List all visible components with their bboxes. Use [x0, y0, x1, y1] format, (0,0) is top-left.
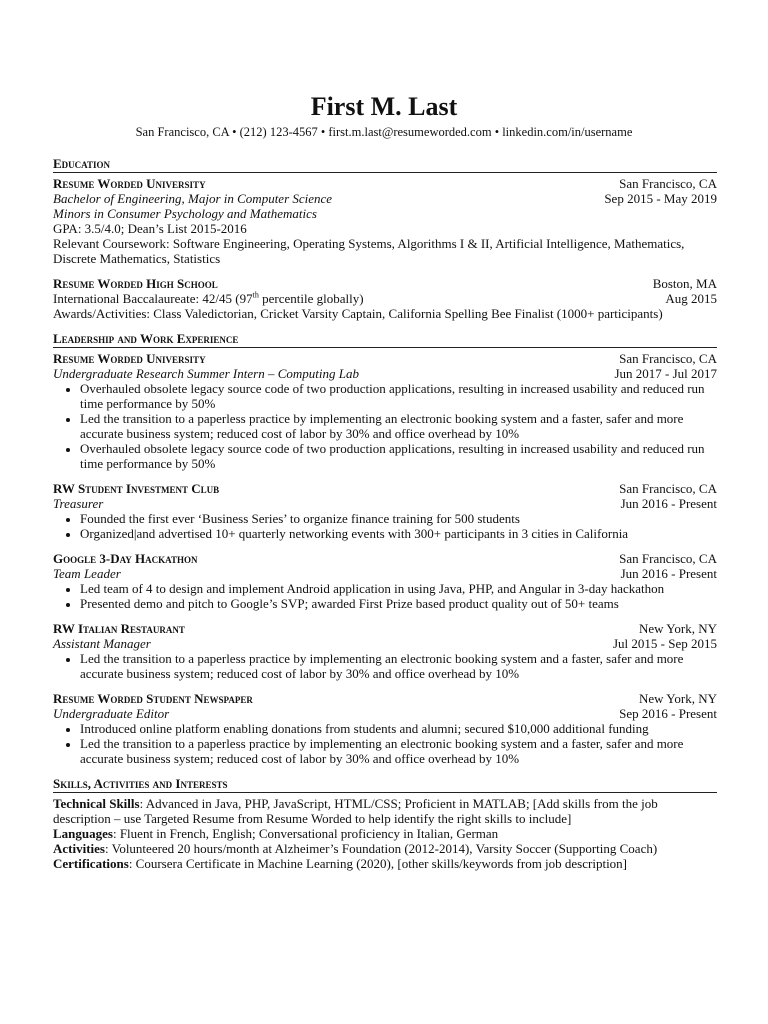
- degree: Bachelor of Engineering, Major in Computer Science: [53, 191, 333, 206]
- experience-entry: [53, 481, 717, 541]
- experience-location: New York, NY: [638, 621, 717, 636]
- resume-body: [53, 150, 717, 871]
- languages-text: : Fluent in French, English; Conversational proficiency in Italian, German: [112, 826, 499, 841]
- experience-org: RW Student Investment Club: [53, 481, 220, 496]
- experience-bullets: [53, 651, 717, 681]
- skills-heading: Skills, Activities and Interests: [53, 776, 717, 793]
- technical-skills: [53, 796, 717, 826]
- experience-org: Google 3-Day Hackathon: [53, 551, 198, 566]
- university-location: San Francisco, CA: [619, 176, 717, 191]
- skills-section: [53, 796, 717, 871]
- university-dates: Sep 2015 - May 2019: [604, 191, 717, 206]
- university-name: Resume Worded University: [53, 176, 206, 191]
- experience-role: Treasurer: [53, 496, 104, 511]
- experience-role: Undergraduate Editor: [53, 706, 170, 721]
- experience-dates: Jul 2015 - Sep 2015: [613, 636, 717, 651]
- experience-location: San Francisco, CA: [619, 551, 717, 566]
- experience-dates: Jun 2016 - Present: [620, 496, 717, 511]
- experience-bullet: • Led the transition to a paperless practice by implementing an electronic booking system and a faster, safer and more accurate business system; reduced cost of labor by 30% and office overhead by 10%: [80, 411, 717, 441]
- highschool-name: Resume Worded High School: [53, 276, 218, 291]
- experience-bullets: [53, 721, 717, 766]
- activities: [53, 841, 717, 856]
- experience-location: San Francisco, CA: [619, 351, 717, 366]
- experience-role: Assistant Manager: [53, 636, 151, 651]
- education-university: [53, 176, 717, 266]
- candidate-name: First M. Last: [310, 92, 458, 121]
- gpa: GPA: 3.5/4.0; Dean’s List 2015-2016: [53, 221, 247, 236]
- education-heading: Education: [53, 156, 717, 173]
- languages: [53, 826, 717, 841]
- certifications: [53, 856, 717, 871]
- experience-dates: Jun 2017 - Jul 2017: [614, 366, 717, 381]
- experience-dates: Sep 2016 - Present: [619, 706, 717, 721]
- minors: Minors in Consumer Psychology and Mathematics: [53, 206, 317, 221]
- experience-entry: [53, 351, 717, 471]
- ib-score-suffix: percentile globally): [258, 291, 364, 306]
- experience-role: Undergraduate Research Summer Intern – Computing Lab: [53, 366, 359, 381]
- experience-location: San Francisco, CA: [619, 481, 717, 496]
- experience-bullet: • Presented demo and pitch to Google’s SVP; awarded First Prize based product quality out of 50+ teams: [80, 596, 717, 611]
- coursework: Relevant Coursework: Software Engineering, Operating Systems, Algorithms I & II, Artificial Intelligence, Mathematics, Discrete Mathematics, Statistics: [53, 236, 685, 266]
- languages-label: Languages: [53, 826, 113, 841]
- experience-org: RW Italian Restaurant: [53, 621, 185, 636]
- experience-heading: Leadership and Work Experience: [53, 331, 717, 348]
- ib-score: [53, 291, 364, 306]
- certifications-label: Certifications: [53, 856, 129, 871]
- activities-label: Activities: [53, 841, 105, 856]
- experience-bullet: • Led team of 4 to design and implement Android application in using Java, PHP, and Angular in 3-day hackathon: [80, 581, 717, 596]
- experience-role: Team Leader: [53, 566, 121, 581]
- experience-entry: [53, 691, 717, 766]
- experience-entry: [53, 551, 717, 611]
- experience-bullets: [53, 581, 717, 611]
- experience-bullets: [53, 381, 717, 471]
- experience-bullet: • Overhauled obsolete legacy source code of two production applications, resulting in increased usability and reduced run time performance by 50%: [80, 441, 717, 471]
- contact-line: San Francisco, CA • (212) 123-4567 • first.m.last@resumeworded.com • linkedin.com/in/username: [135, 125, 633, 139]
- experience-bullet: • Founded the first ever ‘Business Series’ to organize finance training for 500 students: [80, 511, 717, 526]
- highschool-dates: Aug 2015: [665, 291, 717, 306]
- awards: Awards/Activities: Class Valedictorian, Cricket Varsity Captain, California Spelling Bee Finalist (1000+ participants): [53, 306, 663, 321]
- technical-skills-text: : Advanced in Java, PHP, JavaScript, HTML/CSS; Proficient in MATLAB; [Add skills from the job description – use Targeted Resume from Resume Worded to help identify the right skills to include]: [53, 796, 658, 826]
- experience-list: [53, 351, 717, 766]
- experience-bullet: • Overhauled obsolete legacy source code of two production applications, resulting in increased usability and reduced run time performance by 50%: [80, 381, 717, 411]
- education-highschool: [53, 276, 717, 321]
- experience-bullet: • Organized|and advertised 10+ quarterly networking events with 300+ participants in 3 cities in California: [80, 526, 717, 541]
- technical-skills-label: Technical Skills: [53, 796, 140, 811]
- ib-score-prefix: International Baccalaureate: 42/45 (97: [53, 291, 253, 306]
- experience-org: Resume Worded Student Newspaper: [53, 691, 253, 706]
- activities-text: : Volunteered 20 hours/month at Alzheimer’s Foundation (2012-2014), Varsity Soccer (Supporting Coach): [104, 841, 658, 856]
- experience-location: New York, NY: [638, 691, 717, 706]
- experience-bullet: • Led the transition to a paperless practice by implementing an electronic booking system and a faster, safer and more accurate business system; reduced cost of labor by 30% and office overhead by 10%: [80, 651, 717, 681]
- certifications-text: : Coursera Certificate in Machine Learning (2020), [other skills/keywords from job description]: [128, 856, 628, 871]
- experience-entry: [53, 621, 717, 681]
- highschool-location: Boston, MA: [652, 276, 717, 291]
- experience-bullet: • Introduced online platform enabling donations from students and alumni; secured $10,000 additional funding: [80, 721, 717, 736]
- experience-bullets: [53, 511, 717, 541]
- experience-bullet: • Led the transition to a paperless practice by implementing an electronic booking system and a faster, safer and more accurate business system; reduced cost of labor by 30% and office overhead by 10%: [80, 736, 717, 766]
- ib-score-sup: th: [252, 290, 259, 300]
- experience-dates: Jun 2016 - Present: [620, 566, 717, 581]
- experience-org: Resume Worded University: [53, 351, 206, 366]
